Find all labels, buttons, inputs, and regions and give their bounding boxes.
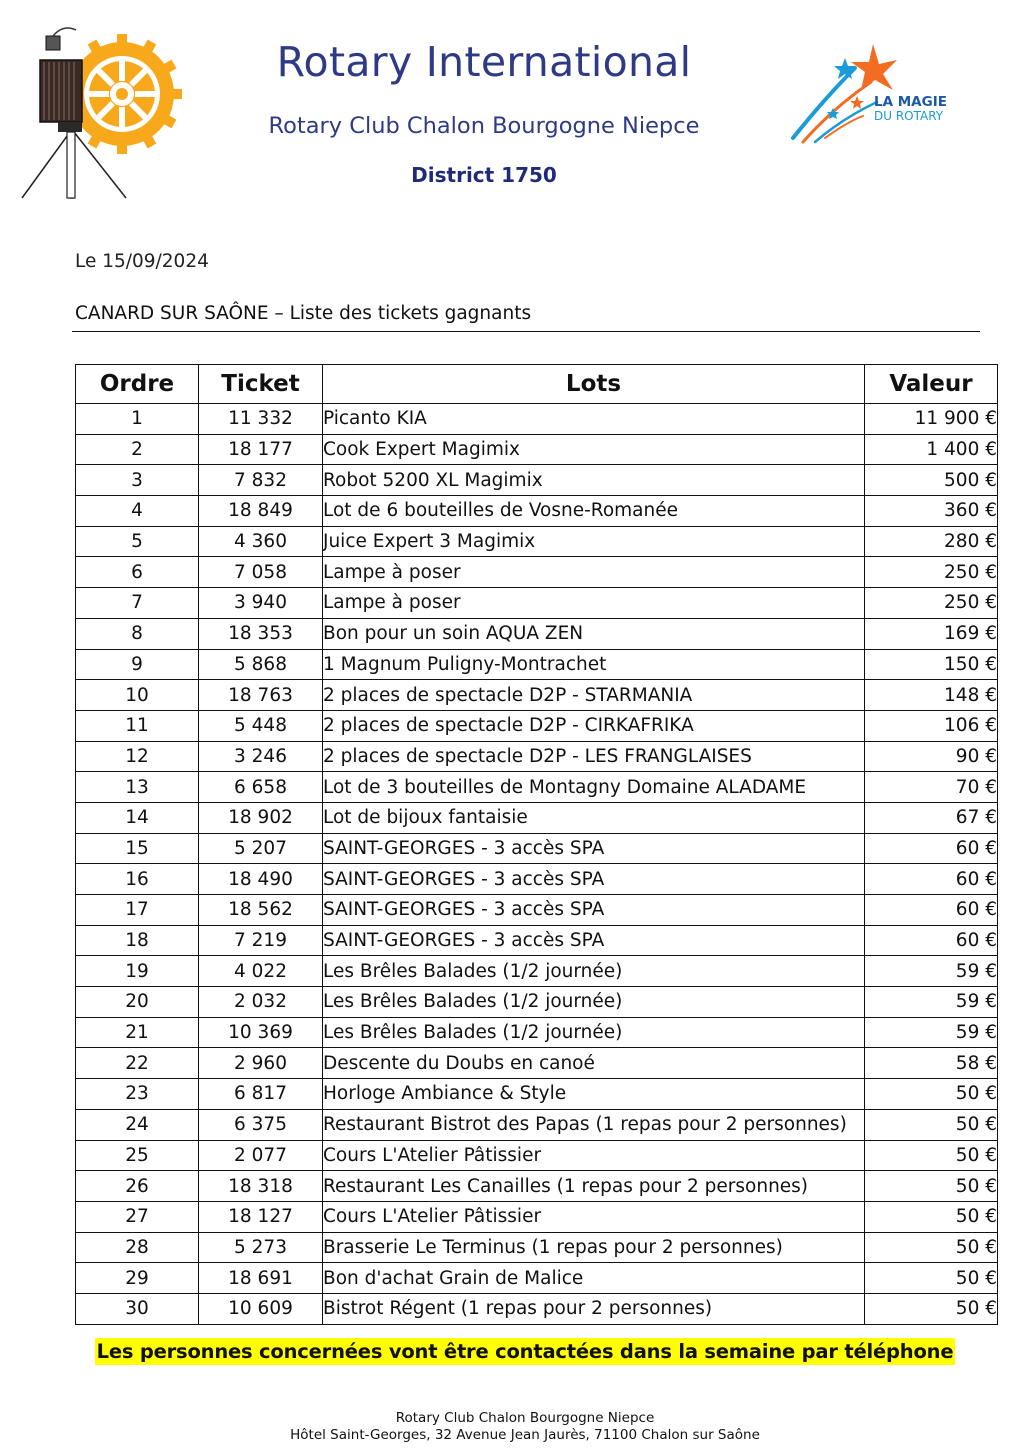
subject-underline <box>72 331 980 332</box>
table-row <box>76 1140 998 1171</box>
order-cell: 14 <box>76 802 199 833</box>
contact-notice: Les personnes concernées vont être contactées dans la semaine par téléphone <box>96 1340 954 1363</box>
lot-cell: Restaurant Bistrot des Papas (1 repas pour 2 personnes) <box>323 1109 865 1140</box>
lot-cell: Horloge Ambiance & Style <box>323 1079 865 1110</box>
value-cell: 50 € <box>865 1232 998 1263</box>
order-cell: 7 <box>76 588 199 619</box>
magie-du-rotary-logo <box>785 38 965 148</box>
order-cell: 15 <box>76 833 199 864</box>
magie-du-rotary-logo-graphic <box>785 38 965 148</box>
table-row <box>76 680 998 711</box>
magie-logo-text-line2: DU ROTARY <box>874 109 944 123</box>
table-row <box>76 1048 998 1079</box>
ticket-cell: 7 219 <box>199 925 323 956</box>
value-cell: 50 € <box>865 1079 998 1110</box>
lot-cell: 2 places de spectacle D2P - STARMANIA <box>323 680 865 711</box>
lot-cell: Lampe à poser <box>323 557 865 588</box>
order-cell: 4 <box>76 496 199 527</box>
order-cell: 17 <box>76 895 199 926</box>
value-cell: 360 € <box>865 496 998 527</box>
table-row <box>76 895 998 926</box>
table-row <box>76 987 998 1018</box>
ticket-cell: 5 448 <box>199 710 323 741</box>
lot-cell: 2 places de spectacle D2P - CIRKAFRIKA <box>323 710 865 741</box>
table-row <box>76 1171 998 1202</box>
table-row <box>76 557 998 588</box>
ticket-cell: 18 691 <box>199 1263 323 1294</box>
lot-cell: Juice Expert 3 Magimix <box>323 526 865 557</box>
lot-cell: Descente du Doubs en canoé <box>323 1048 865 1079</box>
table-row <box>76 649 998 680</box>
ticket-cell: 18 353 <box>199 618 323 649</box>
table-row <box>76 465 998 496</box>
header-ticket: Ticket <box>199 365 323 404</box>
header-title: Rotary International <box>276 38 692 86</box>
order-cell: 21 <box>76 1017 199 1048</box>
lot-cell: Lampe à poser <box>323 588 865 619</box>
table-row <box>76 772 998 803</box>
lot-cell: Les Brêles Balades (1/2 journée) <box>323 1017 865 1048</box>
ticket-cell: 3 246 <box>199 741 323 772</box>
value-cell: 60 € <box>865 833 998 864</box>
ticket-cell: 4 022 <box>199 956 323 987</box>
order-cell: 19 <box>76 956 199 987</box>
order-cell: 1 <box>76 404 199 435</box>
value-cell: 1 400 € <box>865 434 998 465</box>
table-header-row <box>76 365 998 404</box>
order-cell: 3 <box>76 465 199 496</box>
order-cell: 12 <box>76 741 199 772</box>
header-order: Ordre <box>76 365 199 404</box>
table-row <box>76 925 998 956</box>
table-row <box>76 1079 998 1110</box>
ticket-cell: 6 658 <box>199 772 323 803</box>
lot-cell: SAINT-GEORGES - 3 accès SPA <box>323 925 865 956</box>
value-cell: 67 € <box>865 802 998 833</box>
header-club-name: Rotary Club Chalon Bourgogne Niepce <box>268 113 700 139</box>
table-row <box>76 1201 998 1232</box>
ticket-cell: 18 490 <box>199 864 323 895</box>
ticket-cell: 5 207 <box>199 833 323 864</box>
footer-address: Hôtel Saint-Georges, 32 Avenue Jean Jaurès, 71100 Chalon sur Saône <box>290 1427 760 1443</box>
table-row <box>76 404 998 435</box>
ticket-cell: 2 032 <box>199 987 323 1018</box>
ticket-cell: 2 077 <box>199 1140 323 1171</box>
ticket-cell: 18 318 <box>199 1171 323 1202</box>
value-cell: 250 € <box>865 557 998 588</box>
lot-cell: Cours L'Atelier Pâtissier <box>323 1140 865 1171</box>
winners-table <box>75 364 998 1325</box>
ticket-cell: 18 849 <box>199 496 323 527</box>
order-cell: 16 <box>76 864 199 895</box>
value-cell: 60 € <box>865 895 998 926</box>
value-cell: 50 € <box>865 1171 998 1202</box>
order-cell: 11 <box>76 710 199 741</box>
lot-cell: Cook Expert Magimix <box>323 434 865 465</box>
value-cell: 50 € <box>865 1201 998 1232</box>
value-cell: 169 € <box>865 618 998 649</box>
table-row <box>76 1109 998 1140</box>
table-row <box>76 1263 998 1294</box>
header-district: District 1750 <box>411 163 557 187</box>
ticket-cell: 5 273 <box>199 1232 323 1263</box>
table-row <box>76 1293 998 1324</box>
ticket-cell: 18 902 <box>199 802 323 833</box>
lot-cell: Picanto KIA <box>323 404 865 435</box>
value-cell: 50 € <box>865 1263 998 1294</box>
table-row <box>76 710 998 741</box>
order-cell: 28 <box>76 1232 199 1263</box>
order-cell: 22 <box>76 1048 199 1079</box>
order-cell: 23 <box>76 1079 199 1110</box>
value-cell: 60 € <box>865 925 998 956</box>
value-cell: 59 € <box>865 956 998 987</box>
ticket-cell: 11 332 <box>199 404 323 435</box>
lot-cell: Lot de 6 bouteilles de Vosne-Romanée <box>323 496 865 527</box>
value-cell: 280 € <box>865 526 998 557</box>
lot-cell: SAINT-GEORGES - 3 accès SPA <box>323 895 865 926</box>
order-cell: 18 <box>76 925 199 956</box>
value-cell: 106 € <box>865 710 998 741</box>
lot-cell: Bon d'achat Grain de Malice <box>323 1263 865 1294</box>
value-cell: 500 € <box>865 465 998 496</box>
order-cell: 25 <box>76 1140 199 1171</box>
value-cell: 50 € <box>865 1140 998 1171</box>
table-row <box>76 496 998 527</box>
value-cell: 90 € <box>865 741 998 772</box>
value-cell: 60 € <box>865 864 998 895</box>
lot-cell: SAINT-GEORGES - 3 accès SPA <box>323 833 865 864</box>
lot-cell: Bistrot Régent (1 repas pour 2 personnes) <box>323 1293 865 1324</box>
lot-cell: SAINT-GEORGES - 3 accès SPA <box>323 864 865 895</box>
table-row <box>76 588 998 619</box>
footer-club-name: Rotary Club Chalon Bourgogne Niepce <box>395 1410 655 1426</box>
lot-cell: 1 Magnum Puligny-Montrachet <box>323 649 865 680</box>
letter-subject: CANARD SUR SAÔNE – Liste des tickets gagnants <box>75 303 532 324</box>
value-cell: 250 € <box>865 588 998 619</box>
lot-cell: Lot de 3 bouteilles de Montagny Domaine ALADAME <box>323 772 865 803</box>
table-row <box>76 1232 998 1263</box>
value-cell: 50 € <box>865 1109 998 1140</box>
ticket-cell: 18 177 <box>199 434 323 465</box>
value-cell: 70 € <box>865 772 998 803</box>
ticket-cell: 7 832 <box>199 465 323 496</box>
order-cell: 20 <box>76 987 199 1018</box>
lot-cell: Lot de bijoux fantaisie <box>323 802 865 833</box>
lot-cell: Cours L'Atelier Pâtissier <box>323 1201 865 1232</box>
order-cell: 30 <box>76 1293 199 1324</box>
table-row <box>76 802 998 833</box>
table-row <box>76 1017 998 1048</box>
winners-table-body <box>76 404 998 1325</box>
lot-cell: Les Brêles Balades (1/2 journée) <box>323 987 865 1018</box>
lot-cell: Brasserie Le Terminus (1 repas pour 2 personnes) <box>323 1232 865 1263</box>
notice-container <box>0 1338 1024 1365</box>
ticket-cell: 10 609 <box>199 1293 323 1324</box>
magie-logo-text-line1: LA MAGIE <box>874 94 947 110</box>
table-row <box>76 618 998 649</box>
table-row <box>76 526 998 557</box>
value-cell: 59 € <box>865 987 998 1018</box>
order-cell: 27 <box>76 1201 199 1232</box>
letter-date: Le 15/09/2024 <box>75 251 209 272</box>
table-row <box>76 864 998 895</box>
ticket-cell: 2 960 <box>199 1048 323 1079</box>
ticket-cell: 6 817 <box>199 1079 323 1110</box>
ticket-cell: 4 360 <box>199 526 323 557</box>
order-cell: 29 <box>76 1263 199 1294</box>
value-cell: 50 € <box>865 1293 998 1324</box>
order-cell: 10 <box>76 680 199 711</box>
lot-cell: Les Brêles Balades (1/2 journée) <box>323 956 865 987</box>
ticket-cell: 5 868 <box>199 649 323 680</box>
order-cell: 8 <box>76 618 199 649</box>
ticket-cell: 3 940 <box>199 588 323 619</box>
order-cell: 26 <box>76 1171 199 1202</box>
lot-cell: Bon pour un soin AQUA ZEN <box>323 618 865 649</box>
lot-cell: Robot 5200 XL Magimix <box>323 465 865 496</box>
value-cell: 11 900 € <box>865 404 998 435</box>
header-lots: Lots <box>323 365 865 404</box>
ticket-cell: 10 369 <box>199 1017 323 1048</box>
order-cell: 9 <box>76 649 199 680</box>
ticket-cell: 18 763 <box>199 680 323 711</box>
order-cell: 13 <box>76 772 199 803</box>
value-cell: 59 € <box>865 1017 998 1048</box>
table-row <box>76 434 998 465</box>
value-cell: 58 € <box>865 1048 998 1079</box>
order-cell: 2 <box>76 434 199 465</box>
table-row <box>76 741 998 772</box>
ticket-cell: 6 375 <box>199 1109 323 1140</box>
table-row <box>76 833 998 864</box>
order-cell: 24 <box>76 1109 199 1140</box>
ticket-cell: 18 562 <box>199 895 323 926</box>
lot-cell: Restaurant Les Canailles (1 repas pour 2 personnes) <box>323 1171 865 1202</box>
table-row <box>76 956 998 987</box>
order-cell: 5 <box>76 526 199 557</box>
ticket-cell: 7 058 <box>199 557 323 588</box>
lot-cell: 2 places de spectacle D2P - LES FRANGLAISES <box>323 741 865 772</box>
ticket-cell: 18 127 <box>199 1201 323 1232</box>
header-value: Valeur <box>865 365 998 404</box>
value-cell: 150 € <box>865 649 998 680</box>
order-cell: 6 <box>76 557 199 588</box>
value-cell: 148 € <box>865 680 998 711</box>
